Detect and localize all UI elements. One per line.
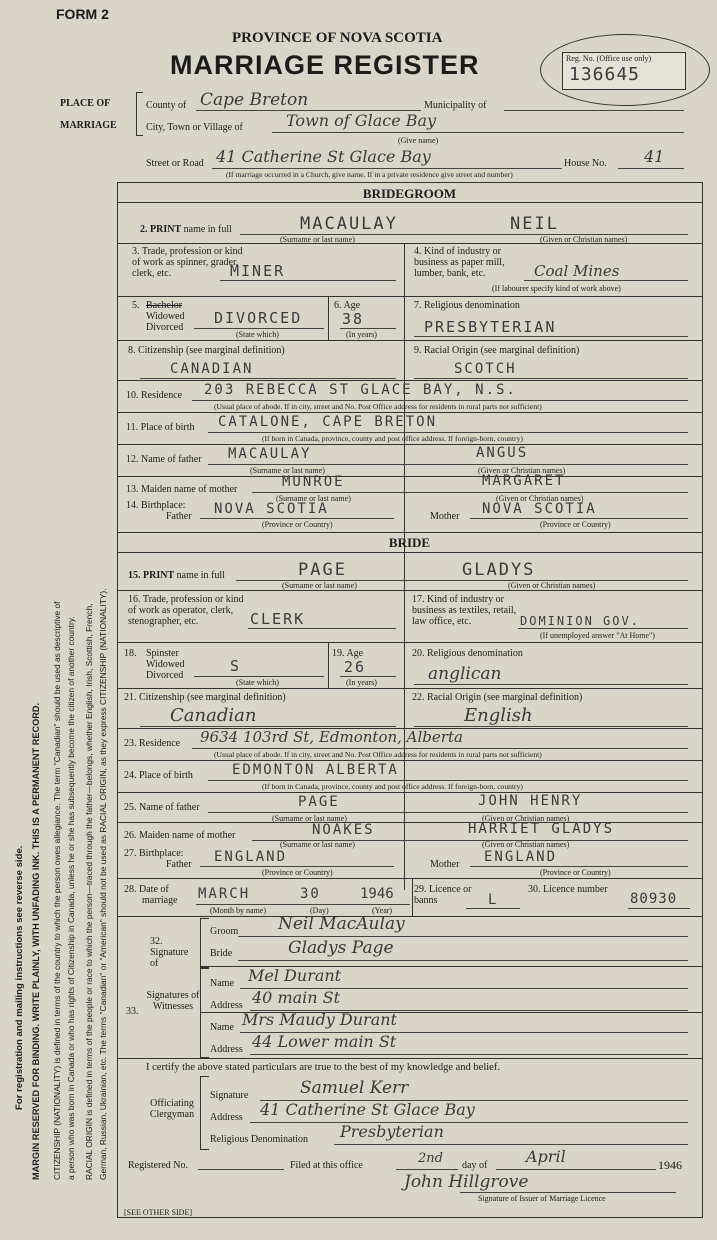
w1-address-label: Address [210, 1000, 243, 1011]
groom-mother-bp: NOVA SCOTIA [482, 501, 597, 517]
registered-label: Registered No. [128, 1160, 188, 1171]
bride-signature: Gladys Page [288, 938, 394, 958]
w1-name: Mel Durant [248, 966, 342, 985]
groom-surname: MACAULAY [300, 214, 398, 234]
bride-surname: PAGE [298, 560, 347, 580]
month-hint: (Month by name) [210, 906, 266, 915]
given-hint: (Given or Christian names) [496, 494, 584, 503]
bride-status-value: S [230, 657, 242, 675]
issuer-sig-field[interactable] [404, 1172, 676, 1193]
groom-residence-value: 203 REBECCA ST GLACE BAY, N.S. [204, 382, 517, 398]
groom-status-bachelor: Bachelor [146, 300, 183, 311]
surname-hint: (Surname or last name) [280, 840, 355, 849]
groom-status-num: 5. [132, 300, 140, 311]
street-field [212, 147, 562, 169]
groom-age-label: 6. Age [334, 300, 361, 311]
groom-religion-value: PRESBYTERIAN [424, 318, 557, 336]
bride-status-num: 18. [124, 648, 137, 659]
given-hint: (Given or Christian names) [482, 814, 570, 823]
filed-month-field [496, 1147, 656, 1170]
page-title: MARRIAGE REGISTER [170, 50, 480, 80]
groom-residence-label: 10. Residence [126, 390, 183, 401]
groom-father-bp-label: Father [166, 511, 192, 522]
filed-day-field [396, 1151, 458, 1170]
licence-no-value: 80930 [630, 891, 678, 907]
bride-name-field [236, 560, 688, 581]
groom-mother-bp-label: Mother [430, 511, 460, 522]
groom-religion-field [414, 318, 688, 337]
bride-sig-label: Bride [210, 948, 233, 959]
rule [117, 590, 702, 591]
rule [117, 760, 702, 761]
place-label-top: PLACE OF [60, 98, 111, 109]
city-label: City, Town or Village of [146, 122, 243, 133]
year-hint: (Year) [372, 906, 393, 915]
rule [117, 792, 702, 793]
surname-hint: (Surname or last name) [272, 814, 347, 823]
groom-racial-value: SCOTCH [454, 361, 517, 377]
bride-religion-label: 20. Religious denomination [412, 648, 523, 659]
bride-birthplace-field [208, 762, 688, 781]
certify-text: I certify the above stated particulars are true to the best of my knowledge and belief. [146, 1062, 500, 1073]
groom-mother-bp-field [470, 501, 688, 519]
bride-mother-label: 26. Maiden name of mother [124, 830, 236, 841]
brace [200, 1076, 209, 1150]
bride-residence-value: 9634 103rd St, Edmonton, Alberta [200, 728, 463, 746]
groom-trade-field [220, 262, 396, 281]
bride-status-field [194, 657, 324, 677]
w2-address-label: Address [210, 1044, 243, 1055]
groom-racial-field [414, 361, 688, 379]
prov-hint: (Province or Country) [262, 520, 333, 529]
bride-citizenship-field [140, 705, 396, 727]
w2-address: 44 Lower main St [252, 1032, 397, 1051]
street-label: Street or Road [146, 158, 204, 169]
filed-day: 2nd [418, 1151, 443, 1166]
bride-citizenship-label: 21. Citizenship (see marginal definition) [124, 692, 286, 703]
place-label-bottom: MARRIAGE [60, 120, 117, 131]
groom-birthplace-label: 11. Place of birth [126, 422, 195, 433]
county-field [196, 90, 421, 111]
rule [117, 444, 702, 445]
rule [117, 552, 702, 553]
bride-religion-field [414, 664, 688, 685]
province-heading: PROVINCE OF NOVA SCOTIA [232, 30, 443, 46]
bride-status-spinster: Spinster [146, 648, 179, 659]
surname-hint: (Surname or last name) [250, 466, 325, 475]
bride-citizenship-value: Canadian [170, 705, 257, 726]
rule [117, 688, 702, 689]
place-brace [136, 92, 143, 136]
bride-father-field [208, 793, 688, 813]
clergy-address: 41 Catherine St Glace Bay [260, 1100, 475, 1119]
groom-birthplace-field [208, 414, 688, 433]
industry-hint: (If labourer specify kind of work above) [492, 284, 621, 293]
bride-given: GLADYS [462, 560, 536, 580]
groom-status-field [194, 309, 324, 329]
groom-birthplace-value: CATALONE, CAPE BRETON [218, 414, 438, 430]
bride-parents-birthplace-label: 27. Birthplace: [124, 848, 184, 859]
rule [117, 1058, 702, 1059]
bride-industry-value: DOMINION GOV. [520, 614, 640, 628]
surname-hint: (Surname or last name) [276, 494, 351, 503]
divider [412, 878, 413, 916]
age-hint: (In years) [346, 330, 377, 339]
bride-industry-label: 17. Kind of industry or business as textiles, retail, law office, etc. [412, 594, 517, 627]
status-hint: (State which) [236, 330, 279, 339]
surname-hint: (Surname or last name) [282, 581, 357, 590]
groom-trade-value: MINER [230, 262, 286, 280]
bride-signature-field[interactable] [238, 938, 688, 961]
groom-father-bp: NOVA SCOTIA [214, 501, 329, 517]
bride-mother-surname: NOAKES [312, 822, 375, 838]
witness-label: Signatures of Witnesses [146, 990, 200, 1012]
groom-citizenship-label: 8. Citizenship (see marginal definition) [128, 345, 285, 356]
rule [117, 340, 702, 341]
given-hint: (Given or Christian names) [508, 581, 596, 590]
rule [117, 916, 702, 917]
groom-sig-label: Groom [210, 926, 239, 937]
rule [117, 822, 702, 823]
groom-signature-field[interactable] [238, 914, 688, 937]
date-label: 28. Date of [124, 884, 169, 895]
licence-no-label: 30. Licence number [528, 884, 608, 895]
licence-field [466, 892, 520, 909]
denom-value: Presbyterian [340, 1122, 444, 1141]
status-hint: (State which) [236, 678, 279, 687]
age-hint: (In years) [346, 678, 377, 687]
bride-trade-label: 16. Trade, profession or kind of work as operator, clerk, stenographer, etc. [128, 594, 244, 627]
groom-parents-birthplace-label: 14. Birthplace: [126, 500, 186, 511]
registered-field [198, 1157, 284, 1170]
groom-father-label: 12. Name of father [126, 454, 202, 465]
groom-residence-field [192, 382, 688, 401]
divider [328, 642, 329, 688]
bride-racial-value: English [464, 705, 533, 726]
groom-industry-value: Coal Mines [534, 262, 620, 280]
divider [328, 296, 329, 340]
groom-father-given: ANGUS [476, 445, 529, 461]
reg-value: 136645 [569, 64, 641, 85]
groom-mother-given: MARGARET [482, 473, 566, 489]
day-hint: (Day) [310, 906, 329, 915]
bride-heading: BRIDE [388, 535, 431, 550]
date-field [196, 886, 410, 905]
signature-label: 32. Signature of [150, 936, 189, 969]
w1-name-label: Name [210, 978, 234, 989]
groom-father-field [208, 445, 688, 465]
filed-label: Filed at this office [290, 1160, 363, 1171]
date-label-2: marriage [142, 895, 178, 906]
denom-label: Religious Denomination [210, 1134, 309, 1145]
bride-mother-bp-field [470, 849, 688, 867]
groom-print-label: 2. PRINT name in full [140, 224, 232, 235]
bride-father-bp: ENGLAND [214, 849, 288, 865]
groom-trade-label: 3. Trade, profession or kind of work as spinner, grader, clerk, etc. [132, 246, 243, 279]
sidebar-line-2: MARGIN RESERVED FOR BINDING. WRITE PLAINLY, WITH UNFADING INK. THIS IS A PERMANENT RECORD. [31, 702, 41, 1180]
groom-age-field [340, 310, 396, 329]
groom-status-widowed: Widowed [146, 311, 185, 322]
bride-status-divorced: Divorced [146, 670, 184, 681]
city-value: Town of Glace Bay [286, 111, 437, 130]
w1-address: 40 main St [252, 988, 341, 1007]
bride-age-value: 26 [344, 658, 367, 676]
county-label: County of [146, 100, 187, 111]
groom-industry-label: 4. Kind of industry or business as paper mill, lumber, bank, etc. [414, 246, 505, 279]
groom-citizenship-field [140, 361, 396, 379]
prov-hint: (Province or Country) [262, 868, 333, 877]
w2-name-label: Name [210, 1022, 234, 1033]
clergy-signature: Samuel Kerr [300, 1078, 409, 1098]
rule [117, 296, 702, 297]
bride-mother-field [252, 821, 688, 841]
rule [117, 476, 702, 477]
bride-industry-field [518, 614, 688, 629]
prov-hint: (Province or Country) [540, 520, 611, 529]
birthplace-hint: (If born in Canada, province, county and post office address. If foreign-born, country) [262, 434, 523, 443]
groom-name-field [240, 214, 688, 235]
bride-trade-field [248, 610, 396, 629]
municipality-field [504, 96, 684, 111]
sidebar-line-6: German, Russian, Ukrainian, etc. The terms "Canadian" or "American" should not be used as RACIAL ORIGIN, as they express CITIZENSHIP (NATIONALITY). [98, 588, 108, 1180]
house-label: House No. [564, 158, 607, 169]
groom-industry-field [524, 262, 688, 281]
licence-no-field [628, 891, 690, 909]
bride-birthplace-label: 24. Place of birth [124, 770, 193, 781]
house-value: 41 [644, 147, 665, 166]
bride-mother-bp: ENGLAND [484, 849, 558, 865]
bride-age-label: 19. Age [332, 648, 364, 659]
clergy-sig-field[interactable] [260, 1078, 688, 1101]
bridegroom-heading: BRIDEGROOM [362, 186, 457, 201]
reg-box [562, 52, 686, 90]
w2-name-field[interactable] [240, 1010, 688, 1033]
day-of-label: day of [462, 1160, 488, 1171]
issuer-signature: John Hillgrove [404, 1172, 529, 1192]
city-hint: (Give name) [398, 136, 439, 145]
brace [200, 968, 209, 1058]
bride-father-bp-label: Father [166, 859, 192, 870]
residence-hint: (Usual place of abode. If in city, street and No. Post Office address for residents in rural parts not sufficient) [214, 750, 542, 759]
groom-status-divorced: Divorced [146, 322, 184, 333]
bride-racial-field [414, 705, 688, 727]
city-field [272, 111, 684, 133]
groom-father-bp-field [200, 501, 394, 519]
issuer-label: Signature of Issuer of Marriage Licence [478, 1194, 606, 1203]
w1-name-field[interactable] [240, 966, 688, 989]
see-other-side: [SEE OTHER SIDE] [124, 1208, 192, 1217]
bride-birthplace-value: EDMONTON ALBERTA [232, 762, 399, 778]
bride-mother-bp-label: Mother [430, 859, 460, 870]
filed-year: 1946 [658, 1158, 682, 1172]
date-day: 30 [300, 886, 321, 902]
licence-value: L [488, 892, 499, 908]
form-number: FORM 2 [56, 6, 109, 22]
date-year: 1946 [360, 886, 394, 902]
prov-hint: (Province or Country) [540, 868, 611, 877]
rule [117, 243, 702, 244]
house-field [618, 147, 684, 169]
sidebar-line-4: a person who was born in Canada or who has rights of Citizenship in Canada, unless he or she has subsequently become the citizen of another country. [66, 616, 76, 1180]
given-hint: (Given or Christian names) [482, 840, 570, 849]
rule [117, 202, 702, 203]
groom-citizenship-value: CANADIAN [170, 361, 254, 377]
given-hint: (Given or Christian names) [540, 235, 628, 244]
groom-father-surname: MACAULAY [228, 446, 312, 462]
rule [117, 412, 702, 413]
clergy-address-field[interactable] [250, 1100, 688, 1123]
groom-mother-surname: MUNROE [282, 474, 345, 490]
bride-religion-value: anglican [428, 664, 502, 684]
w2-name: Mrs Maudy Durant [242, 1010, 397, 1029]
brace [200, 918, 209, 968]
bride-industry-hint: (If unemployed answer "At Home") [540, 631, 655, 640]
groom-mother-label: 13. Maiden name of mother [126, 484, 238, 495]
reg-label: Reg. No. (Office use only) [566, 54, 652, 63]
groom-status-value: DIVORCED [214, 309, 303, 327]
licence-label: 29. Licence or banns [414, 884, 472, 906]
groom-racial-label: 9. Racial Origin (see marginal definition) [414, 345, 580, 356]
rule [117, 642, 702, 643]
surname-hint: (Surname or last name) [280, 235, 355, 244]
w2-address-field[interactable] [250, 1032, 688, 1055]
denom-field[interactable] [334, 1122, 688, 1145]
bride-father-label: 25. Name of father [124, 802, 200, 813]
witness-num: 33. [126, 1006, 139, 1017]
bride-residence-label: 23. Residence [124, 738, 181, 749]
sidebar-line-5: RACIAL ORIGIN is defined in terms of the people or race to which the person—traced through the father—belongs, whether English, Irish, Scottish, French, [84, 603, 94, 1180]
street-hint: (If marriage occurred in a Church, give name. If in a private residence give street and number) [226, 170, 513, 179]
bride-father-surname: PAGE [298, 794, 340, 810]
groom-signature: Neil MacAulay [278, 914, 405, 934]
w1-address-field[interactable] [250, 988, 688, 1011]
groom-age-value: 38 [342, 310, 365, 328]
rule [117, 380, 702, 381]
municipality-label: Municipality of [424, 100, 487, 111]
bride-racial-label: 22. Racial Origin (see marginal definition) [412, 692, 583, 703]
bride-print-label: 15. PRINT name in full [128, 570, 225, 581]
bride-status-widowed: Widowed [146, 659, 185, 670]
county-value: Cape Breton [200, 90, 309, 110]
given-hint: (Given or Christian names) [478, 466, 566, 475]
rule [117, 532, 702, 533]
clergy-sig-label: Signature [210, 1090, 249, 1101]
groom-given: NEIL [510, 214, 559, 234]
bride-residence-field [192, 728, 688, 749]
date-month: MARCH [198, 886, 251, 902]
clergyman-label: Officiating Clergyman [149, 1098, 195, 1120]
rule [117, 878, 702, 879]
groom-religion-label: 7. Religious denomination [414, 300, 520, 311]
bride-father-bp-field [200, 849, 394, 867]
groom-mother-field [252, 473, 688, 493]
sidebar-line-3: CITIZENSHIP (NATIONALITY) is defined in terms of the country to which the person owes allegiance. The term "Canadian" should be used as descriptive of [52, 601, 62, 1180]
sidebar-line-1: For registration and mailing instructions see reverse side. [14, 845, 25, 1110]
street-value: 41 Catherine St Glace Bay [216, 147, 431, 166]
clergy-address-label: Address [210, 1112, 243, 1123]
birthplace-hint: (If born in Canada, province, county and post office address. If foreign-born, country) [262, 782, 523, 791]
bride-trade-value: CLERK [250, 610, 306, 628]
bride-mother-given: HARRIET GLADYS [468, 821, 615, 837]
filed-month: April [526, 1147, 566, 1166]
residence-hint: (Usual place of abode. If in city, street and No. Post Office address for residents in rural parts not sufficient) [214, 402, 542, 411]
bride-father-given: JOHN HENRY [478, 793, 583, 809]
bride-age-field [340, 658, 396, 677]
